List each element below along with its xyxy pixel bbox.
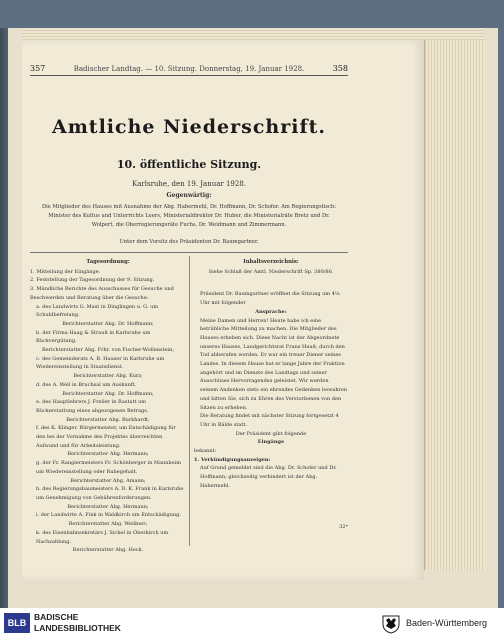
agenda-item: b. der Firma Haag & Strauß in Karlsruhe um Rückvergütung. (36, 329, 151, 345)
page-side-edges (424, 40, 485, 570)
agenda-reporter: Berichterstatter Abg. Dr. Hoffmann; (62, 390, 154, 397)
page-top-edges (22, 28, 484, 40)
index-note: Siehe Schluß der Amtl. Niederschrift Sp. 380/86. (208, 268, 334, 275)
agenda-heading: Tagesordnung: (86, 259, 130, 265)
session-subtitle: 10. öffentliche Sitzung. (116, 158, 262, 171)
agenda-list (30, 268, 186, 555)
agenda-item: i. der Landwirte A. Fink in Waldkirch um Entschädigung. (36, 512, 181, 519)
agenda-reporter: Berichterstatter Abg. Burkhardt; (66, 416, 150, 423)
agenda-item: 1. Mitteilung der Eingänge. (30, 268, 101, 275)
agenda-column (30, 258, 186, 555)
agenda-reporter: Berichterstatter Abg. Heck. (72, 547, 144, 554)
agenda-item: k. des Eisenbahnsekretärs J. Sichel in Oberkirch um Nachzahlung. (36, 529, 169, 545)
dateline: Karlsruhe, den 19. Januar 1928. (131, 180, 247, 188)
agenda-item: c. des Gemeinderats A. B. Hauser in Karlsruhe um Wiedereinstellung in Staatsdienst. (36, 355, 165, 371)
agenda-reporter: Berichterstatter Abg. Amann; (70, 477, 146, 484)
attendance-label: Gegenwärtig: (166, 192, 212, 199)
attendance-text: Die Mitglieder des Hauses mit Ausnahme der Abg. Habermehl, Dr. Hoffmann, Dr. Schofer. Am Regierungstisch: Minister des Kultus und Unterrichts Leers, Ministerialdirektor Dr. Huber, die Ministerialräte Bretz und Dr. Wolpert, die Oberregierungsräte Fuchs, Dr. Weidmann und Zimmermann. (41, 204, 337, 228)
agenda-item: d. des A. Weil in Bruchsal um Auskunft. (36, 381, 137, 388)
entries-heading: Eingänge (257, 439, 285, 446)
blb-name-line2: LANDESBIBLIOTHEK (34, 623, 121, 633)
agenda-reporter: Berichterstatter Abg. Hermann; (67, 503, 149, 510)
left-page-number: 357 (30, 64, 46, 73)
column-divider (189, 256, 190, 546)
address-heading: Ansprache: (255, 308, 287, 315)
right-page-number: 358 (332, 64, 348, 73)
closing-text: Die Beratung findet mit nächster Sitzung fortgesetzt 4 Uhr in Bälde statt. (200, 413, 339, 428)
section-rule (30, 252, 348, 253)
agenda-item: 3. Mündliche Berichte des Ausschusses für Gesuche und Beschwerden und Beratung über die Gesuche: (30, 286, 174, 301)
entry-text: Auf Grund gemeldet sind die Abg. Dr. Schofer und Dr. Hoffmann; gleichzeitig verhindert ist der Abg. Habermehl. (200, 465, 337, 489)
agenda-reporter: Berichterstatter Abg. Kurz; (73, 373, 143, 380)
chair-line: Unter dem Vorsitz des Präsidenten Dr. Baumgartner. (119, 239, 259, 245)
address-text: Meine Damen und Herren! Heute habe ich eine betrübliche Mitteilung zu machen. Die Mitglieder des Hauses erheben sich. Diese Nacht ist der Abgeordnete unseres Hauses, Landgerichtsrat Franz Hauß, durch den Tod abberufen worden. Er war ein treuer Diener seines Landes. In diesem Hause hat er lange Jahre der Fraktion angehört und im Dienste des Landtags und seiner Ausschüsse Hervorragendes geleistet. Wir werden seinem Andenken stets ein ehrendes Gedenken bewahren und bitten Sie, sich zu Ehren des Verstorbenen von den Sitzen zu erheben. (200, 317, 348, 411)
minutes-column (194, 258, 348, 491)
opening-text: Präsident Dr. Baumgartner eröffnet die Sitzung um 4¼ Uhr mit folgender (200, 291, 340, 307)
president-note: Der Präsident gibt folgende (235, 430, 307, 437)
running-head (30, 64, 348, 73)
blb-logo-icon[interactable]: BLB (4, 613, 30, 633)
top-rule (30, 75, 348, 76)
agenda-reporter: Berichterstatter Abg. Frhr. von Fischer-Wollenstein; (41, 347, 175, 354)
index-heading: Inhaltsverzeichnis: (243, 259, 299, 265)
blb-name-line1: BADISCHE (34, 612, 79, 622)
agenda-item: 2. Feststellung der Tagesordnung der 9. Sitzung. (30, 277, 155, 284)
agenda-reporter: Berichterstatter Abg. Hermann; (67, 451, 149, 458)
agenda-item: h. des Regierungsbaumeisters A. D. K. Frank in Karlsruhe um Genehmigung von Gebührenforderungen. (36, 486, 184, 501)
running-head-text: Badischer Landtag. — 10. Sitzung. Donnerstag, 19. Januar 1928. (73, 65, 305, 73)
agenda-item: e. des Hauptlehrers J. Freiler in Rastatt um Rückerstattung eines abgezogenen Betrags. (36, 399, 149, 414)
agenda-reporter: Berichterstatter Abg. Dr. Hoffmann; (62, 320, 154, 327)
agenda-reporter: Berichterstatter Abg. Weißner; (68, 521, 148, 528)
entry-item: 1. Verkündigungsanzeigen: (194, 456, 271, 463)
blb-name[interactable] (34, 612, 121, 634)
page-footer-note: 32* (339, 524, 348, 530)
bw-crest-icon[interactable] (380, 612, 402, 634)
agenda-item: g. der Fr. Rangiermeisters Fr. Schönberger in Mannheim um Wiedereinstellung oder Ruhegehalt. (36, 460, 181, 475)
agenda-item: f. des K. Klinger, Bürgermeister, um Entschädigung für den bei der Vornahme des Projektes überreichten Aufwand und für Arbeitsleistung. (36, 425, 176, 449)
bw-label[interactable]: Baden-Württemberg (406, 618, 488, 628)
agenda-item: a. des Landwirts G. Mast in Dinglingen u. G. um Schuldbefreiung. (36, 303, 159, 319)
entries-intro: bekannt: (194, 448, 217, 455)
document-title: Amtliche Niederschrift. (51, 116, 327, 138)
